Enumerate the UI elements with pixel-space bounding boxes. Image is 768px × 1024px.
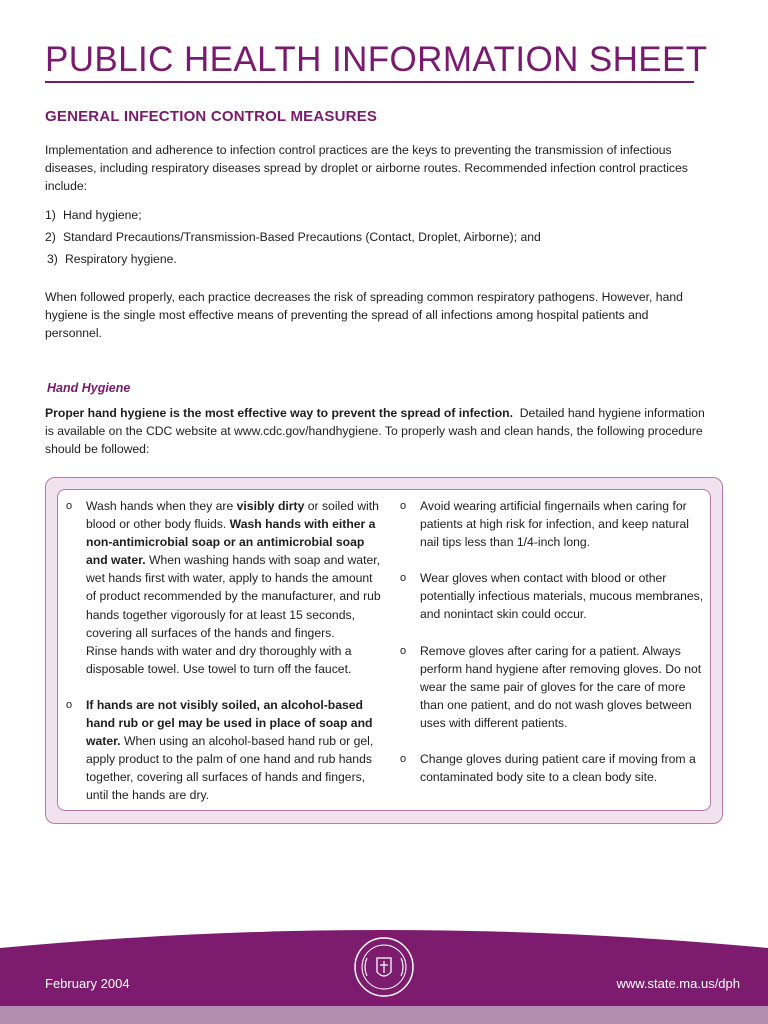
bullet-icon: o xyxy=(400,500,407,512)
list-item xyxy=(398,750,708,786)
text-run: Rinse hands with water and dry thoroughly with a disposable towel. Use towel to turn off the faucet. xyxy=(86,643,352,676)
list-item xyxy=(64,696,384,805)
hand-hygiene-heading: Hand Hygiene xyxy=(47,381,131,395)
bullet-text: Change gloves during patient care if moving from a contaminated body site to a clean body site. xyxy=(420,752,696,785)
list-number: 2) xyxy=(45,230,56,244)
text-run: Wash hands when they are xyxy=(86,499,237,513)
list-item xyxy=(45,252,725,274)
procedure-right-column xyxy=(398,497,708,804)
procedure-box xyxy=(45,477,723,824)
list-text: Hand hygiene; xyxy=(63,208,142,222)
bullet-icon: o xyxy=(66,698,73,711)
list-number: 3) xyxy=(47,252,58,266)
bullet-text: Wear gloves when contact with blood or other potentially infectious materials, mucous membranes, and nonintact skin could occur. xyxy=(420,571,704,622)
followed-paragraph: When followed properly, each practice decreases the risk of spreading common respiratory pathogens. However, hand hygiene is the single most effective means of preventing the spread of all infections among hospital patients and personnel. xyxy=(45,290,683,340)
list-item xyxy=(45,230,725,252)
section-subtitle: GENERAL INFECTION CONTROL MEASURES xyxy=(45,108,378,125)
list-item xyxy=(45,208,725,230)
text-run-bold: If hands are not visibly soiled, an alcohol-based hand rub or gel may be used in place of soap and water. xyxy=(86,697,373,749)
bullet-text xyxy=(86,696,384,805)
practices-list xyxy=(45,208,725,274)
bullet-text xyxy=(86,497,384,678)
text-run-bold: visibly dirty xyxy=(236,499,305,513)
bullet-icon: o xyxy=(400,753,407,766)
intro-paragraph: Implementation and adherence to infection control practices are the keys to preventing the transmission of infectious diseases, including respiratory diseases spread by droplet or airborne routes. Recommended infection control practices include: xyxy=(45,143,688,193)
text-run: When washing hands with soap and water, wet hands first with water, apply to hands the amount of product recommended by the manufacturer, and rub hands together vigorously for at least 15 seconds, covering all surfaces of the hands and fingers. xyxy=(86,553,381,640)
bullet-text: Avoid wearing artificial fingernails when caring for patients at high risk for infection, and keep natural nail tips less than 1/4-inch long. xyxy=(420,499,689,550)
text-run-bold: Wash hands with either a non-antimicrobial soap or an antimicrobial soap and water. xyxy=(86,517,376,568)
list-item xyxy=(398,642,708,732)
list-number: 1) xyxy=(45,208,56,222)
footer-date: February 2004 xyxy=(45,976,130,991)
bullet-icon: o xyxy=(400,644,407,657)
page-title: PUBLIC HEALTH INFORMATION SHEET xyxy=(45,40,708,79)
bullet-icon: o xyxy=(400,572,407,585)
hand-hygiene-intro-rest: Detailed hand hygiene information is available on the CDC website at www.cdc.gov/handhygiene. To properly wash and clean hands, the following procedure should be followed: xyxy=(45,406,705,456)
procedure-left-column xyxy=(64,497,384,823)
title-underline xyxy=(45,81,694,83)
list-item xyxy=(398,497,708,551)
text-run: When using an alcohol-based hand rub or gel, apply product to the palm of one hand and rub hands together, covering all surfaces of hands and fingers, until the hands are dry. xyxy=(86,734,374,803)
bullet-text: Remove gloves after caring for a patient. Always perform hand hygiene after removing gloves. Do not wear the same pair of gloves for the care of more than one patient, and do not wash gloves between uses with different patients. xyxy=(420,643,702,730)
list-item xyxy=(64,497,384,678)
footer-url[interactable]: www.state.ma.us/dph xyxy=(616,976,740,991)
list-item xyxy=(398,569,708,623)
list-text: Standard Precautions/Transmission-Based Precautions (Contact, Droplet, Airborne); and xyxy=(63,230,541,244)
list-text: Respiratory hygiene. xyxy=(65,252,177,266)
procedure-box-inner xyxy=(57,489,711,811)
state-seal-icon xyxy=(353,936,415,998)
hand-hygiene-intro-bold: Proper hand hygiene is the most effective way to prevent the spread of infection. xyxy=(45,406,513,420)
hand-hygiene-intro xyxy=(45,404,705,458)
bullet-icon: o xyxy=(66,500,73,512)
text-run: or soiled with blood or other body fluids. xyxy=(86,499,379,532)
